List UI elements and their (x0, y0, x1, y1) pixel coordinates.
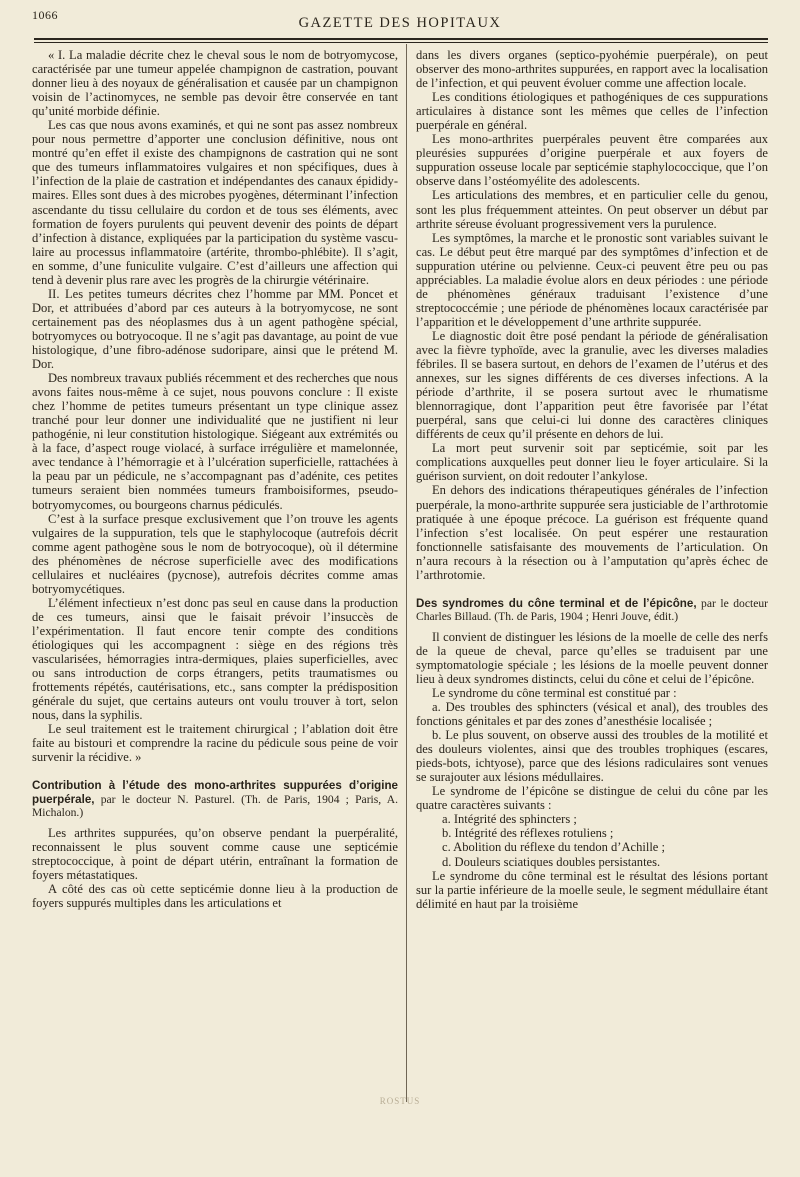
article-heading-title: Contribution à l’étude des mono-arthrites suppurées d’origine puerpérale, (32, 779, 398, 806)
page-number: 1066 (32, 8, 58, 22)
header-rule-thin (34, 42, 768, 43)
paragraph: A côté des cas où cette septicémie donne lieu à la production de foyers suppurés multiples dans les articulations et (32, 882, 398, 911)
running-title: GAZETTE DES HOPITAUX (298, 15, 502, 31)
paragraph: Les symptômes, la marche et le pronostic sont variables suivant le cas. Le début peut être marqué par des symptômes d’infection et de suppuration utérine ou pelvienne. Ceux-ci peuvent être peu ou pas appréciables. La maladie évolue alors en deux périodes : une période de phénomènes généraux traduisant l’existence d’une streptococcémie ; une période de phénomènes locaux caractérisée par l’apparition et le développement d’une arthrite suppurée. (416, 230, 768, 329)
paragraph: Le syndrome du cône terminal est le résultat des lésions portant sur la partie inférieure de la moelle seule, le segment médullaire étant délimité en haut par la troisième (416, 868, 768, 911)
paragraph: a. Des troubles des sphincters (vésical et anal), des troubles des fonctions génitales et par des zones d’anesthésie localisée ; (416, 700, 768, 729)
article-heading-citation: par le docteur N. Pasturel. (Th. de Paris, 1904 ; Paris, A. Michalon.) (32, 792, 398, 820)
column-divider (406, 44, 407, 1102)
paragraph: En dehors des indications thérapeutiques générales de l’infection puerpérale, la mono-arthrite suppurée sera justiciable de l’arthrotomie pratiquée à une époque précoce. La guérison est fréquente quand l’infection s’est localisée. On peut espérer une restauration fonctionnelle satisfaisante des mouvements de l’articulation. On n’aura recours à la résection ou à l’amputation qu’après échec de l’arthrotomie. (416, 483, 768, 582)
paragraph: Le syndrome de l’épicône se distingue de celui du cône par les quatre caractères suivants : (416, 784, 768, 813)
list-item: b. Intégrité des réflexes rotuliens ; (442, 826, 614, 841)
paragraph: Les conditions étiologiques et pathogéniques de ces suppurations articulaires à distance sont les mêmes que celles de l’infection puerpérale en général. (416, 90, 768, 133)
paragraph: Les cas que nous avons examinés, et qui ne sont pas assez nombreux pour nous permettre d’apporter une conclusion définitive, nous ont montré qu’en effet il existe des champignons de castration qui ne sont que des tumeurs inflammatoires vulgaires et non spécifiques, dues à l’infection de la plaie de castration et indépendantes des canaux épididymaires. Elles sont dues à des microbes pyogènes, déterminant l’infection ascendante du tissu cellulaire du cordon et de tous ses éléments, avec formation de foyers purulents qui peuvent devenir des points de départ d’infection à distance, expliquées par la participation du système vasculaire au processus inflammatoire (artérite, thrombo-phlébite). Il s’agit, en somme, d’une funiculite vulgaire. C’est d’ailleurs une affection qui tend à devenir plus rare avec les progrès de la chirurgie vétérinaire. (32, 118, 398, 287)
list-item: a. Intégrité des sphincters ; (442, 812, 577, 827)
article-heading-citation: par le docteur Charles Billaud. (Th. de Paris, 1904 ; Henri Jouve, édit.) (416, 596, 768, 624)
paragraph: b. Le plus souvent, on observe aussi des troubles de la motilité et des douleurs violentes, ainsi que des troubles trophiques (escares, pieds-bots, ichtyose), parce que des lésions radiculaires sont venues se surajouter aux lésions médullaires. (416, 728, 768, 785)
paragraph: L’élément infectieux n’est donc pas seul en cause dans la production de ces tumeurs, ainsi que le faisait prévoir l’insuccès de l’expérimentation. Il faut encore tenir compte des conditions étiologiques qui les accompagnent : siège en des régions très vascularisées, hémorragies intra-dermiques, plaies superficielles, avec ou sans introduction de corps étrangers, petits traumatismes ou frottements répétés, cautérisations, etc., sans compter la prédisposition générale du sujet, que certains auteurs ont voulu trouver à tort, selon nous, dans la syphilis. (32, 595, 398, 723)
list-item: c. Abolition du réflexe du tendon d’Achille ; (442, 840, 666, 855)
paragraph: C’est à la surface presque exclusivement que l’on trouve les agents vulgaires de la suppuration, tels que le staphylocoque (autrefois décrit comme agent pathogène sous le nom de botryocoque), où il détermine des phénomènes de nécrose superficielle avec des modifications cellulaires et nucléaires (pycnose), autrefois décrites comme amas botryomycétiques. (32, 511, 398, 596)
list-item: d. Douleurs sciatiques doubles persistantes. (442, 854, 661, 869)
paragraph: Des nombreux travaux publiés récemment et des recherches que nous avons faites nous-même à ce sujet, nous pouvons conclure : Il existe chez l’homme de petites tumeurs présentant un type clinique assez tranché pour leur donner une individualité que ne justifient ni leur pathogénie, ni leur constitution histologique. Siégeant aux extrémités ou à la face, d’aspect rouge violacé, à surface irrégulière et mamelonnée, avec tendance à l’hémorragie et à l’ulcération superficielle, rattachées à la peau par un pédicule, ne s’accompagnant pas d’adénite, ces petites tumeurs seraient bien nommées tumeurs framboisiformes, pseudo-botryomycomes, ou bourgeons charnus pédiculés. (32, 371, 398, 512)
paragraph: Les arthrites suppurées, qu’on observe pendant la puerpéralité, reconnaissent le plus souvent comme cause une septicémie streptococcique, à point de départ utérin, entraînant la formation de foyers métastatiques. (32, 825, 398, 883)
paragraph: « I. La maladie décrite chez le cheval sous le nom de botryomycose, caractérisée par une tumeur appelée champignon de castration, pouvant donner lieu à des noyaux de généralisation et causée par un champignon voisin de l’actinomyces, ne semble pas devoir être conservée en tant qu’unité morbide définie. (32, 48, 398, 119)
left-column (32, 48, 398, 1108)
paragraph: dans les divers organes (septico-pyohémie puerpérale), on peut observer des mono-arthrites suppurées, en rapport avec la localisation de l’infection, et qui peuvent évoluer comme une affection locale. (416, 48, 768, 91)
spacer (416, 582, 768, 592)
footer-stamp: ROSTUS (379, 1096, 421, 1106)
header-rule-thick (34, 38, 768, 40)
paragraph: Les mono-arthrites puerpérales peuvent être comparées aux pleurésies suppurées d’origine puerpérale et aux foyers de suppuration osseuse locale par septicémie staphylococcique, que l’on observe dans l’ostéomyélite des adolescents. (416, 132, 768, 189)
spacer (32, 764, 398, 774)
article-heading (32, 779, 398, 820)
right-column (416, 48, 768, 1108)
article-heading (416, 597, 768, 624)
paragraph: Le seul traitement est le traitement chirurgical ; l’ablation doit être faite au bistouri et comprendre la racine du pédicule sous peine de voir survenir la récidive. » (32, 722, 398, 765)
paragraph: Le diagnostic doit être posé pendant la période de généralisation avec la fièvre typhoïde, avec la granulie, avec les diverses maladies fébriles. Il se basera surtout, en dehors de l’examen de l’utérus et des annexes, sur les signes différents de ces diverses infections. A la période d’arthrite, il se posera surtout avec le rhumatisme blennorragique, dont l’apparition peut être favorisée par l’état puerpéral, sans que celui-ci lui donne des caractères cliniques différents de ceux qu’il présente en dehors de lui. (416, 328, 768, 442)
paragraph: Il convient de distinguer les lésions de la moelle de celle des nerfs de la queue de cheval, parce qu’elles se traduisent par une symptomatologie spéciale ; les lésions de la moelle peuvent donner lieu à deux syndromes distincts, celui du cône et celui de l’épicône. (416, 629, 768, 686)
paragraph: II. Les petites tumeurs décrites chez l’homme par MM. Poncet et Dor, et attribuées d’abord par ces auteurs à la botryomycose, ne sont certainement pas des néoplasmes dus à un agent pathogène spécial, botryomyces ou botryocoque. Il ne s’agit pas davantage, au point de vue histologique, d’une fibro-adénose sudoripare, ainsi que le prétend M. Dor. (32, 286, 398, 372)
paragraph: Le syndrome du cône terminal est constitué par : (432, 685, 677, 700)
paragraph: La mort peut survenir soit par septicémie, soit par les complications auxquelles peut donner lieu le foyer articulaire. Si la guérison survient, on doit redouter l’ankylose. (416, 441, 768, 484)
paragraph: Les articulations des membres, et en particulier celle du genou, sont les plus fréquemment atteintes. On peut observer un début par arthrite séreuse évoluant progressivement vers la purulence. (416, 188, 768, 231)
article-heading-title: Des syndromes du cône terminal et de l’épicône, (416, 596, 697, 610)
